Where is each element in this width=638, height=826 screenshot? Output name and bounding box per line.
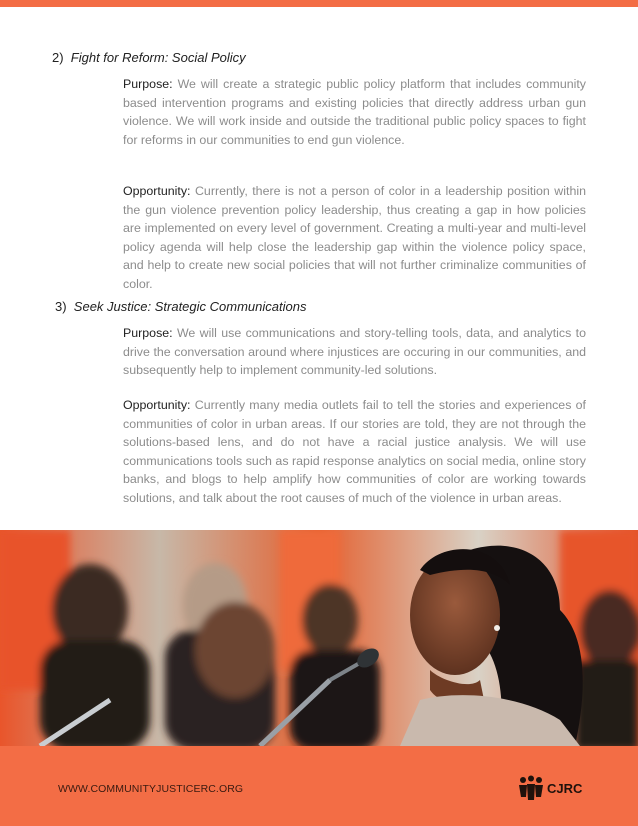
purpose-text: We will use communications and story-telling tools, data, and analytics to drive the conversation around where injustices are occuring in our communities, and subsequently help to implement community-led solutions.: [123, 326, 586, 378]
top-accent-bar: [0, 0, 638, 7]
people-logo-icon: [518, 775, 544, 801]
footer: [0, 746, 638, 826]
opportunity-paragraph: [123, 182, 586, 294]
purpose-label: Purpose:: [123, 326, 173, 340]
purpose-paragraph: [123, 75, 586, 149]
speaker-photo-illustration: [0, 530, 638, 746]
opportunity-text: Currently, there is not a person of color in a leadership position within the gun violence prevention policy leadership, thus creating a gap in how policies are implemented on every level of government. Creating a multi-year and multi-level policy agenda will help close the leadership gap within the violence policy space, and help to create new social policies that will not further criminalize communities of color.: [123, 184, 586, 291]
website-link[interactable]: WWW.COMMUNITYJUSTICERC.ORG: [58, 783, 244, 795]
opportunity-text: Currently many media outlets fail to tell the stories and experiences of communities of color in urban areas. If our stories are told, they are not through the solutions-based lens, and do not have a racial justice analysis. We will use communications tools such as rapid response analytics on social media, online story banks, and blogs to help amplify how communities of color are working towards solutions, and talk about the root causes of much of the violence in urban areas.: [123, 398, 586, 505]
purpose-paragraph: [123, 324, 586, 380]
opportunity-label: Opportunity:: [123, 184, 191, 198]
opportunity-label: Opportunity:: [123, 398, 191, 412]
section-number: 3): [55, 299, 67, 314]
opportunity-paragraph: [123, 396, 586, 508]
section-title: Seek Justice: Strategic Communications: [73, 299, 307, 314]
section-heading-social-policy: [52, 50, 246, 65]
section-number: 2): [52, 50, 64, 65]
purpose-text: We will create a strategic public policy platform that includes community based intervention programs and existing policies that directly address urban gun violence. We will work inside and outside the traditional public policy spaces to fight for reforms in our communities to end gun violence.: [123, 77, 586, 147]
section-heading-communications: [55, 299, 306, 314]
section-title: Fight for Reform: Social Policy: [70, 50, 246, 65]
logo-text: CJRC: [547, 780, 583, 796]
cjrc-logo: [518, 774, 582, 802]
purpose-label: Purpose:: [123, 77, 173, 91]
speaker-photo: [0, 530, 638, 746]
